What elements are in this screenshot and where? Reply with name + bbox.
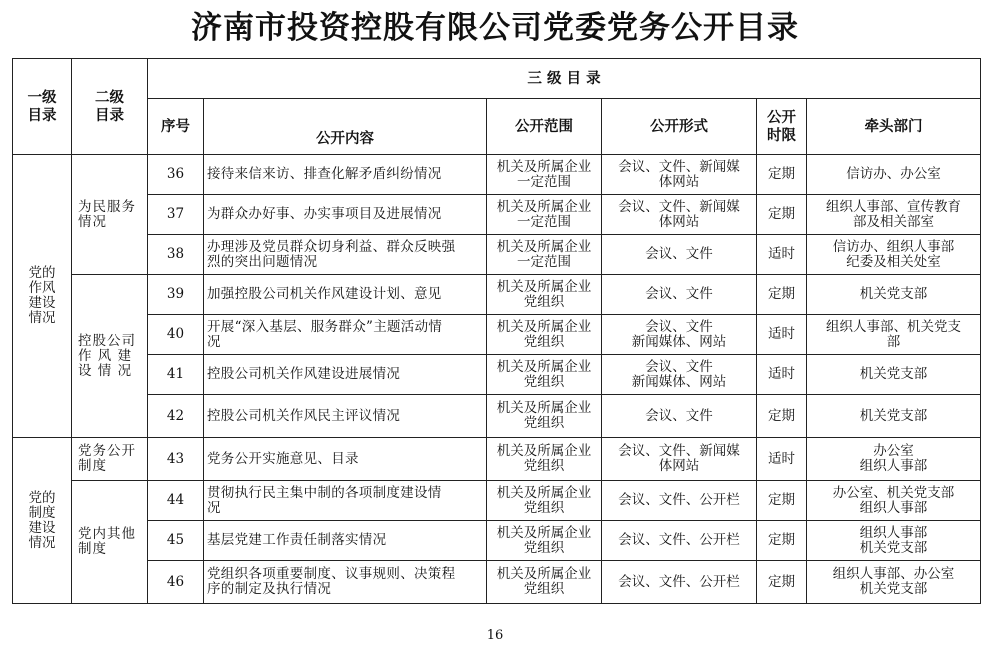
row-form: 会议、文件、新闻媒 体网站 <box>602 155 757 195</box>
row-seq: 46 <box>148 561 204 604</box>
row-scope: 机关及所属企业 党组织 <box>487 275 602 315</box>
row-dept: 办公室、机关党支部 组织人事部 <box>807 481 981 521</box>
table-row <box>13 155 981 195</box>
row-scope: 机关及所属企业 一定范围 <box>487 235 602 275</box>
row-seq: 45 <box>148 521 204 561</box>
row-scope: 机关及所属企业 党组织 <box>487 561 602 604</box>
table-body <box>13 155 981 604</box>
table-row <box>13 275 981 315</box>
row-dept: 组织人事部、办公室 机关党支部 <box>807 561 981 604</box>
row-time: 定期 <box>757 195 807 235</box>
row-scope: 机关及所属企业 党组织 <box>487 395 602 438</box>
row-seq: 43 <box>148 438 204 481</box>
row-dept: 组织人事部、宣传教育 部及相关部室 <box>807 195 981 235</box>
header-level1: 一级 目录 <box>13 59 72 155</box>
row-time: 定期 <box>757 155 807 195</box>
row-time: 定期 <box>757 275 807 315</box>
page-title: 济南市投资控股有限公司党委党务公开目录 <box>191 10 799 46</box>
row-dept: 组织人事部、机关党支 部 <box>807 315 981 355</box>
row-content: 基层党建工作责任制落实情况 <box>204 521 487 561</box>
row-seq: 38 <box>148 235 204 275</box>
header-time: 公开 时限 <box>757 99 807 155</box>
row-dept: 机关党支部 <box>807 395 981 438</box>
row-form: 会议、文件 <box>602 395 757 438</box>
row-scope: 机关及所属企业 党组织 <box>487 355 602 395</box>
row-content: 开展“深入基层、服务群众”主题活动情 况 <box>204 315 487 355</box>
header-seq: 序号 <box>148 99 204 155</box>
row-form: 会议、文件、新闻媒 体网站 <box>602 438 757 481</box>
row-content: 党务公开实施意见、目录 <box>204 438 487 481</box>
row-form: 会议、文件、公开栏 <box>602 561 757 604</box>
header-form: 公开形式 <box>602 99 757 155</box>
level2-category: 党内其他 制度 <box>72 481 148 604</box>
row-scope: 机关及所属企业 党组织 <box>487 521 602 561</box>
row-seq: 41 <box>148 355 204 395</box>
row-form: 会议、文件 <box>602 235 757 275</box>
row-seq: 40 <box>148 315 204 355</box>
table-row <box>13 438 981 481</box>
row-time: 适时 <box>757 355 807 395</box>
directory-table <box>12 58 981 604</box>
row-form: 会议、文件、新闻媒 体网站 <box>602 195 757 235</box>
row-scope: 机关及所属企业 党组织 <box>487 481 602 521</box>
row-content: 为群众办好事、办实事项目及进展情况 <box>204 195 487 235</box>
table-row <box>13 395 981 438</box>
row-scope: 机关及所属企业 一定范围 <box>487 155 602 195</box>
row-seq: 44 <box>148 481 204 521</box>
header-level3: 三 级 目 录 <box>148 59 981 99</box>
row-time: 适时 <box>757 438 807 481</box>
table-row <box>13 235 981 275</box>
row-time: 定期 <box>757 521 807 561</box>
row-dept: 办公室 组织人事部 <box>807 438 981 481</box>
row-form: 会议、文件 <box>602 275 757 315</box>
row-content: 党组织各项重要制度、议事规则、决策程 序的制定及执行情况 <box>204 561 487 604</box>
row-content: 办理涉及党员群众切身利益、群众反映强 烈的突出问题情况 <box>204 235 487 275</box>
row-form: 会议、文件 新闻媒体、网站 <box>602 315 757 355</box>
row-dept: 信访办、办公室 <box>807 155 981 195</box>
row-content: 接待来信来访、排查化解矛盾纠纷情况 <box>204 155 487 195</box>
row-scope: 机关及所属企业 党组织 <box>487 438 602 481</box>
row-seq: 37 <box>148 195 204 235</box>
level2-category: 为民服务 情况 <box>72 155 148 275</box>
row-scope: 机关及所属企业 一定范围 <box>487 195 602 235</box>
row-content: 贯彻执行民主集中制的各项制度建设情 况 <box>204 481 487 521</box>
table-row <box>13 521 981 561</box>
row-seq: 42 <box>148 395 204 438</box>
row-time: 定期 <box>757 561 807 604</box>
table-row <box>13 481 981 521</box>
level1-category: 党的 制度 建设 情况 <box>13 438 72 604</box>
table-row <box>13 355 981 395</box>
row-dept: 信访办、组织人事部 纪委及相关处室 <box>807 235 981 275</box>
row-time: 适时 <box>757 235 807 275</box>
level2-category: 党务公开 制度 <box>72 438 148 481</box>
header-content: 公开内容 <box>204 99 487 155</box>
row-content: 控股公司机关作风民主评议情况 <box>204 395 487 438</box>
row-time: 定期 <box>757 395 807 438</box>
row-time: 定期 <box>757 481 807 521</box>
row-dept: 机关党支部 <box>807 275 981 315</box>
row-form: 会议、文件、公开栏 <box>602 521 757 561</box>
row-seq: 36 <box>148 155 204 195</box>
row-dept: 机关党支部 <box>807 355 981 395</box>
row-seq: 39 <box>148 275 204 315</box>
row-content: 控股公司机关作风建设进展情况 <box>204 355 487 395</box>
table-row <box>13 561 981 604</box>
row-scope: 机关及所属企业 党组织 <box>487 315 602 355</box>
header-scope: 公开范围 <box>487 99 602 155</box>
page-number: 16 <box>486 628 504 643</box>
row-form: 会议、文件 新闻媒体、网站 <box>602 355 757 395</box>
level2-category: 控股公司 作 风 建 设 情 况 <box>72 275 148 438</box>
row-content: 加强控股公司机关作风建设计划、意见 <box>204 275 487 315</box>
row-time: 适时 <box>757 315 807 355</box>
row-dept: 组织人事部 机关党支部 <box>807 521 981 561</box>
table-row <box>13 315 981 355</box>
level1-category: 党的 作风 建设 情况 <box>13 155 72 438</box>
header-dept: 牵头部门 <box>807 99 981 155</box>
table-row <box>13 195 981 235</box>
header-level2: 二级 目录 <box>72 59 148 155</box>
row-form: 会议、文件、公开栏 <box>602 481 757 521</box>
